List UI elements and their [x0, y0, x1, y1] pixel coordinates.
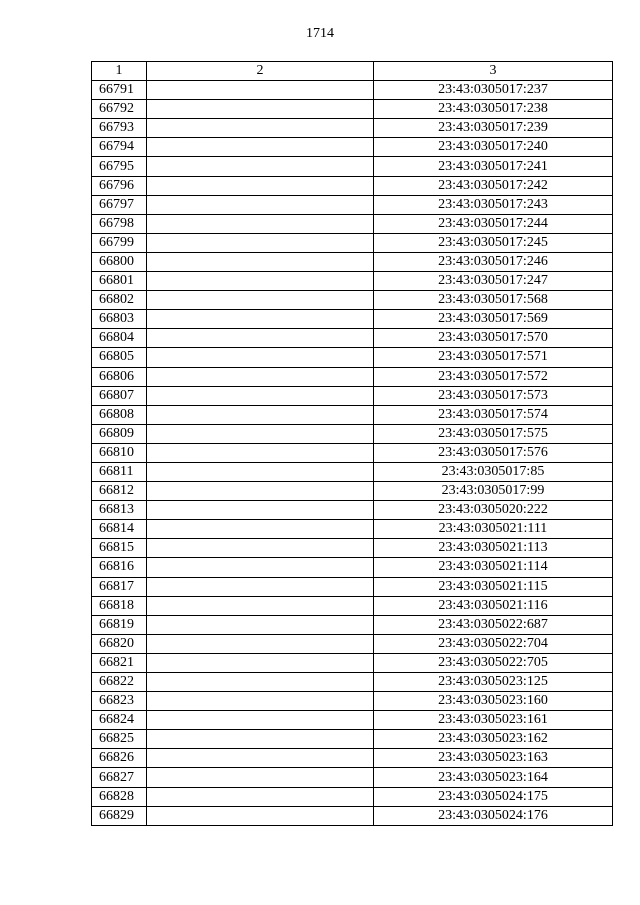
column-2-cell	[147, 348, 374, 367]
cadastral-number-cell: 23:43:0305017:572	[374, 367, 613, 386]
column-2-cell	[147, 615, 374, 634]
table-row	[92, 119, 613, 138]
row-number-cell: 66807	[92, 386, 147, 405]
row-number-cell: 66829	[92, 806, 147, 825]
table-row	[92, 634, 613, 653]
cadastral-number-cell: 23:43:0305017:244	[374, 214, 613, 233]
cadastral-number-cell: 23:43:0305017:568	[374, 291, 613, 310]
column-2-cell	[147, 577, 374, 596]
cadastral-number-cell: 23:43:0305017:570	[374, 329, 613, 348]
row-number-cell: 66817	[92, 577, 147, 596]
cadastral-number-cell: 23:43:0305017:99	[374, 482, 613, 501]
table-row	[92, 596, 613, 615]
column-2-cell	[147, 81, 374, 100]
column-2-cell	[147, 730, 374, 749]
cadastral-number-cell: 23:43:0305017:573	[374, 386, 613, 405]
table-row	[92, 558, 613, 577]
table-row	[92, 386, 613, 405]
table-row	[92, 711, 613, 730]
column-2-cell	[147, 462, 374, 481]
cadastral-number-cell: 23:43:0305017:576	[374, 443, 613, 462]
column-header-3: 3	[374, 62, 613, 81]
column-2-cell	[147, 539, 374, 558]
column-2-cell	[147, 272, 374, 291]
column-2-cell	[147, 749, 374, 768]
column-2-cell	[147, 367, 374, 386]
column-2-cell	[147, 157, 374, 176]
column-2-cell	[147, 787, 374, 806]
column-2-cell	[147, 291, 374, 310]
cadastral-number-cell: 23:43:0305017:246	[374, 252, 613, 271]
row-number-cell: 66794	[92, 138, 147, 157]
column-2-cell	[147, 405, 374, 424]
cadastral-number-cell: 23:43:0305017:247	[374, 272, 613, 291]
table-row	[92, 730, 613, 749]
cadastral-number-cell: 23:43:0305022:687	[374, 615, 613, 634]
cadastral-number-cell: 23:43:0305022:705	[374, 653, 613, 672]
cadastral-number-cell: 23:43:0305023:163	[374, 749, 613, 768]
column-2-cell	[147, 138, 374, 157]
table-row	[92, 100, 613, 119]
column-2-cell	[147, 692, 374, 711]
row-number-cell: 66828	[92, 787, 147, 806]
table-row	[92, 348, 613, 367]
table-row	[92, 157, 613, 176]
row-number-cell: 66814	[92, 520, 147, 539]
table-row	[92, 138, 613, 157]
cadastral-number-cell: 23:43:0305017:245	[374, 233, 613, 252]
cadastral-number-cell: 23:43:0305020:222	[374, 501, 613, 520]
row-number-cell: 66815	[92, 539, 147, 558]
row-number-cell: 66827	[92, 768, 147, 787]
row-number-cell: 66821	[92, 653, 147, 672]
column-header-1: 1	[92, 62, 147, 81]
row-number-cell: 66813	[92, 501, 147, 520]
column-2-cell	[147, 768, 374, 787]
cadastral-number-cell: 23:43:0305017:571	[374, 348, 613, 367]
header-row	[92, 62, 613, 81]
table-row	[92, 520, 613, 539]
column-2-cell	[147, 386, 374, 405]
column-2-cell	[147, 558, 374, 577]
cadastral-number-cell: 23:43:0305023:160	[374, 692, 613, 711]
table-row	[92, 443, 613, 462]
cadastral-number-cell: 23:43:0305017:243	[374, 195, 613, 214]
column-2-cell	[147, 596, 374, 615]
table-row	[92, 367, 613, 386]
row-number-cell: 66795	[92, 157, 147, 176]
row-number-cell: 66793	[92, 119, 147, 138]
row-number-cell: 66805	[92, 348, 147, 367]
cadastral-number-cell: 23:43:0305017:241	[374, 157, 613, 176]
table-row	[92, 233, 613, 252]
table-row	[92, 482, 613, 501]
row-number-cell: 66822	[92, 673, 147, 692]
row-number-cell: 66810	[92, 443, 147, 462]
row-number-cell: 66792	[92, 100, 147, 119]
table-row	[92, 424, 613, 443]
table-row	[92, 653, 613, 672]
table-body	[92, 81, 613, 826]
table-row	[92, 329, 613, 348]
table-row	[92, 310, 613, 329]
cadastral-number-cell: 23:43:0305021:111	[374, 520, 613, 539]
table-row	[92, 692, 613, 711]
table-row	[92, 214, 613, 233]
cadastral-number-cell: 23:43:0305017:239	[374, 119, 613, 138]
row-number-cell: 66824	[92, 711, 147, 730]
table-row	[92, 176, 613, 195]
table-row	[92, 615, 613, 634]
cadastral-number-cell: 23:43:0305017:574	[374, 405, 613, 424]
cadastral-number-cell: 23:43:0305017:569	[374, 310, 613, 329]
column-header-2: 2	[147, 62, 374, 81]
cadastral-number-cell: 23:43:0305021:115	[374, 577, 613, 596]
column-2-cell	[147, 310, 374, 329]
table-row	[92, 272, 613, 291]
row-number-cell: 66818	[92, 596, 147, 615]
cadastral-number-cell: 23:43:0305017:575	[374, 424, 613, 443]
table-header	[92, 62, 613, 81]
cadastral-number-cell: 23:43:0305023:164	[374, 768, 613, 787]
row-number-cell: 66804	[92, 329, 147, 348]
row-number-cell: 66799	[92, 233, 147, 252]
cadastral-number-cell: 23:43:0305023:161	[374, 711, 613, 730]
page-number: 1714	[306, 26, 334, 41]
cadastral-number-cell: 23:43:0305023:125	[374, 673, 613, 692]
table-row	[92, 749, 613, 768]
row-number-cell: 66811	[92, 462, 147, 481]
column-2-cell	[147, 711, 374, 730]
table-row	[92, 501, 613, 520]
column-2-cell	[147, 329, 374, 348]
cadastral-number-cell: 23:43:0305017:242	[374, 176, 613, 195]
cadastral-number-cell: 23:43:0305017:238	[374, 100, 613, 119]
row-number-cell: 66825	[92, 730, 147, 749]
column-2-cell	[147, 520, 374, 539]
table-row	[92, 462, 613, 481]
column-2-cell	[147, 806, 374, 825]
column-2-cell	[147, 482, 374, 501]
table-row	[92, 291, 613, 310]
cadastral-number-cell: 23:43:0305017:240	[374, 138, 613, 157]
row-number-cell: 66826	[92, 749, 147, 768]
column-2-cell	[147, 634, 374, 653]
row-number-cell: 66801	[92, 272, 147, 291]
cadastral-number-cell: 23:43:0305023:162	[374, 730, 613, 749]
row-number-cell: 66809	[92, 424, 147, 443]
cadastral-number-cell: 23:43:0305021:116	[374, 596, 613, 615]
column-2-cell	[147, 214, 374, 233]
cadastral-number-cell: 23:43:0305021:113	[374, 539, 613, 558]
column-2-cell	[147, 119, 374, 138]
row-number-cell: 66798	[92, 214, 147, 233]
column-2-cell	[147, 195, 374, 214]
row-number-cell: 66820	[92, 634, 147, 653]
row-number-cell: 66797	[92, 195, 147, 214]
row-number-cell: 66796	[92, 176, 147, 195]
column-2-cell	[147, 233, 374, 252]
table-row	[92, 81, 613, 100]
cadastral-number-cell: 23:43:0305017:85	[374, 462, 613, 481]
table-row	[92, 768, 613, 787]
column-2-cell	[147, 100, 374, 119]
cadastral-number-cell: 23:43:0305024:176	[374, 806, 613, 825]
column-2-cell	[147, 673, 374, 692]
row-number-cell: 66800	[92, 252, 147, 271]
row-number-cell: 66806	[92, 367, 147, 386]
column-2-cell	[147, 176, 374, 195]
table-row	[92, 539, 613, 558]
row-number-cell: 66812	[92, 482, 147, 501]
row-number-cell: 66819	[92, 615, 147, 634]
row-number-cell: 66803	[92, 310, 147, 329]
row-number-cell: 66816	[92, 558, 147, 577]
row-number-cell: 66791	[92, 81, 147, 100]
cadastral-number-cell: 23:43:0305017:237	[374, 81, 613, 100]
table-row	[92, 252, 613, 271]
row-number-cell: 66802	[92, 291, 147, 310]
table-row	[92, 405, 613, 424]
column-2-cell	[147, 424, 374, 443]
registry-table	[91, 61, 613, 826]
column-2-cell	[147, 653, 374, 672]
column-2-cell	[147, 443, 374, 462]
table-row	[92, 577, 613, 596]
row-number-cell: 66808	[92, 405, 147, 424]
cadastral-number-cell: 23:43:0305021:114	[374, 558, 613, 577]
cadastral-number-cell: 23:43:0305022:704	[374, 634, 613, 653]
column-2-cell	[147, 501, 374, 520]
row-number-cell: 66823	[92, 692, 147, 711]
table-row	[92, 195, 613, 214]
table-row	[92, 787, 613, 806]
table-row	[92, 673, 613, 692]
column-2-cell	[147, 252, 374, 271]
table-row	[92, 806, 613, 825]
cadastral-number-cell: 23:43:0305024:175	[374, 787, 613, 806]
